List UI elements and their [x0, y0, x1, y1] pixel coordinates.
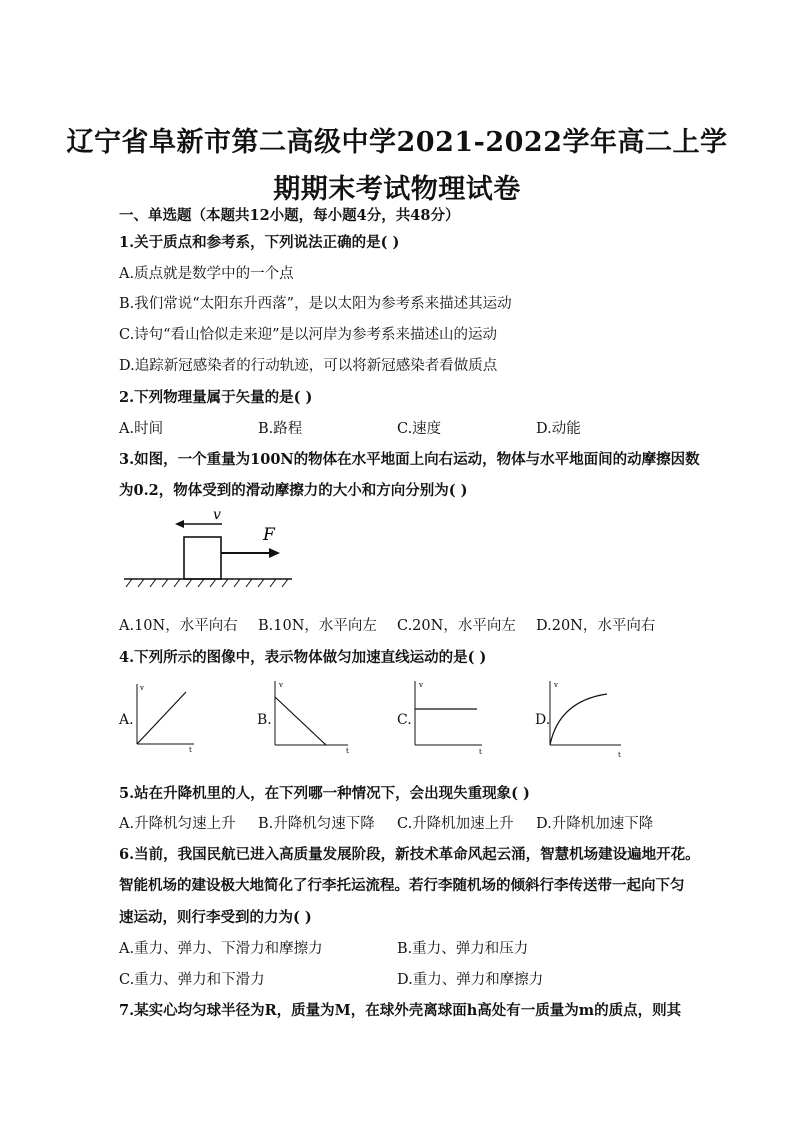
q4-graph-a-label: A.	[119, 712, 134, 728]
q5-option-b: B.升降机匀速下降	[258, 816, 375, 832]
block	[184, 537, 221, 579]
q4-stem: 4.下列所示的图像中，表示物体做匀加速直线运动的是( )	[119, 649, 487, 666]
q6-stem-line2: 智能机场的建设极大地简化了行李托运流程。若行李随机场的倾斜行李传送带一起向下匀	[119, 877, 685, 894]
q5-option-c: C.升降机加速上升	[397, 816, 514, 832]
q3-stem-line1: 3.如图，一个重量为100N的物体在水平地面上向右运动，物体与水平地面间的动摩擦因数	[119, 451, 700, 468]
q1-option-c: C.诗句“看山恰似走来迎”是以河岸为参考系来描述山的运动	[119, 327, 498, 343]
q3-stem-line2: 为0.2，物体受到的滑动摩擦力的大小和方向分别为( )	[119, 482, 468, 499]
velocity-label: v	[213, 507, 221, 523]
q2-option-b: B.路程	[258, 421, 303, 437]
q6-stem-line1: 6.当前，我国民航已进入高质量发展阶段，新技术革命风起云涌，智慧机场建设遍地开花。	[119, 846, 700, 863]
svg-text:t: t	[618, 751, 621, 759]
q7-stem-line1: 7.某实心均匀球半径为R，质量为M，在球外壳离球面h高处有一质量为m的质点，则其	[119, 1002, 682, 1019]
q3-option-a: A.10N，水平向右	[119, 618, 238, 634]
svg-text:t: t	[479, 748, 482, 756]
q4-graph-a	[132, 680, 202, 755]
section-heading: 一、单选题（本题共12小题，每小题4分，共48分）	[119, 207, 460, 224]
graph-b-curve	[275, 697, 326, 745]
q3-option-c: C.20N，水平向左	[397, 618, 516, 634]
svg-text:v: v	[419, 681, 423, 689]
q4-graph-b	[270, 677, 355, 757]
force-arrow-head	[269, 548, 280, 558]
q6-option-d: D.重力、弹力和摩擦力	[397, 972, 544, 988]
velocity-arrow-head	[175, 520, 184, 528]
svg-text:v: v	[140, 684, 144, 692]
q2-option-d: D.动能	[536, 421, 581, 437]
q6-option-c: C.重力、弹力和下滑力	[119, 972, 265, 988]
svg-text:v: v	[279, 681, 283, 689]
ground-hatching	[126, 579, 288, 587]
q4-graph-c	[410, 677, 490, 757]
q3-option-d: D.20N，水平向右	[536, 618, 656, 634]
q4-graph-b-label: B.	[257, 712, 272, 728]
q3-friction-figure	[120, 505, 300, 590]
q1-option-b: B.我们常说“太阳东升西落”，是以太阳为参考系来描述其运动	[119, 296, 512, 312]
q5-stem: 5.站在升降机里的人，在下列哪一种情况下，会出现失重现象( )	[119, 785, 530, 802]
exam-title-line2: 期期末考试物理试卷	[273, 174, 521, 205]
graph-d-curve	[550, 694, 607, 745]
q4-graph-d	[545, 677, 630, 759]
q4-graph-d-label: D.	[535, 712, 551, 728]
q3-option-b: B.10N，水平向左	[258, 618, 377, 634]
q2-option-a: A.时间	[119, 421, 164, 437]
q4-graph-c-label: C.	[397, 712, 412, 728]
exam-title-line1: 辽宁省阜新市第二高级中学2021-2022学年高二上学	[66, 127, 728, 158]
q5-option-d: D.升降机加速下降	[536, 816, 654, 832]
q6-option-b: B.重力、弹力和压力	[397, 941, 529, 957]
q1-stem: 1.关于质点和参考系，下列说法正确的是( )	[119, 234, 400, 251]
q2-option-c: C.速度	[397, 421, 442, 437]
q1-option-d: D.追踪新冠感染者的行动轨迹，可以将新冠感染者看做质点	[119, 358, 498, 374]
q6-stem-line3: 速运动，则行李受到的力为( )	[119, 909, 312, 926]
q1-option-a: A.质点就是数学中的一个点	[119, 266, 294, 282]
svg-text:t: t	[189, 746, 192, 754]
q5-option-a: A.升降机匀速上升	[119, 816, 236, 832]
svg-text:v: v	[554, 681, 558, 689]
q2-stem: 2.下列物理量属于矢量的是( )	[119, 389, 313, 406]
force-label: F	[263, 525, 275, 545]
graph-a-curve	[137, 692, 186, 744]
q6-option-a: A.重力、弹力、下滑力和摩擦力	[119, 941, 323, 957]
svg-text:t: t	[346, 747, 349, 755]
